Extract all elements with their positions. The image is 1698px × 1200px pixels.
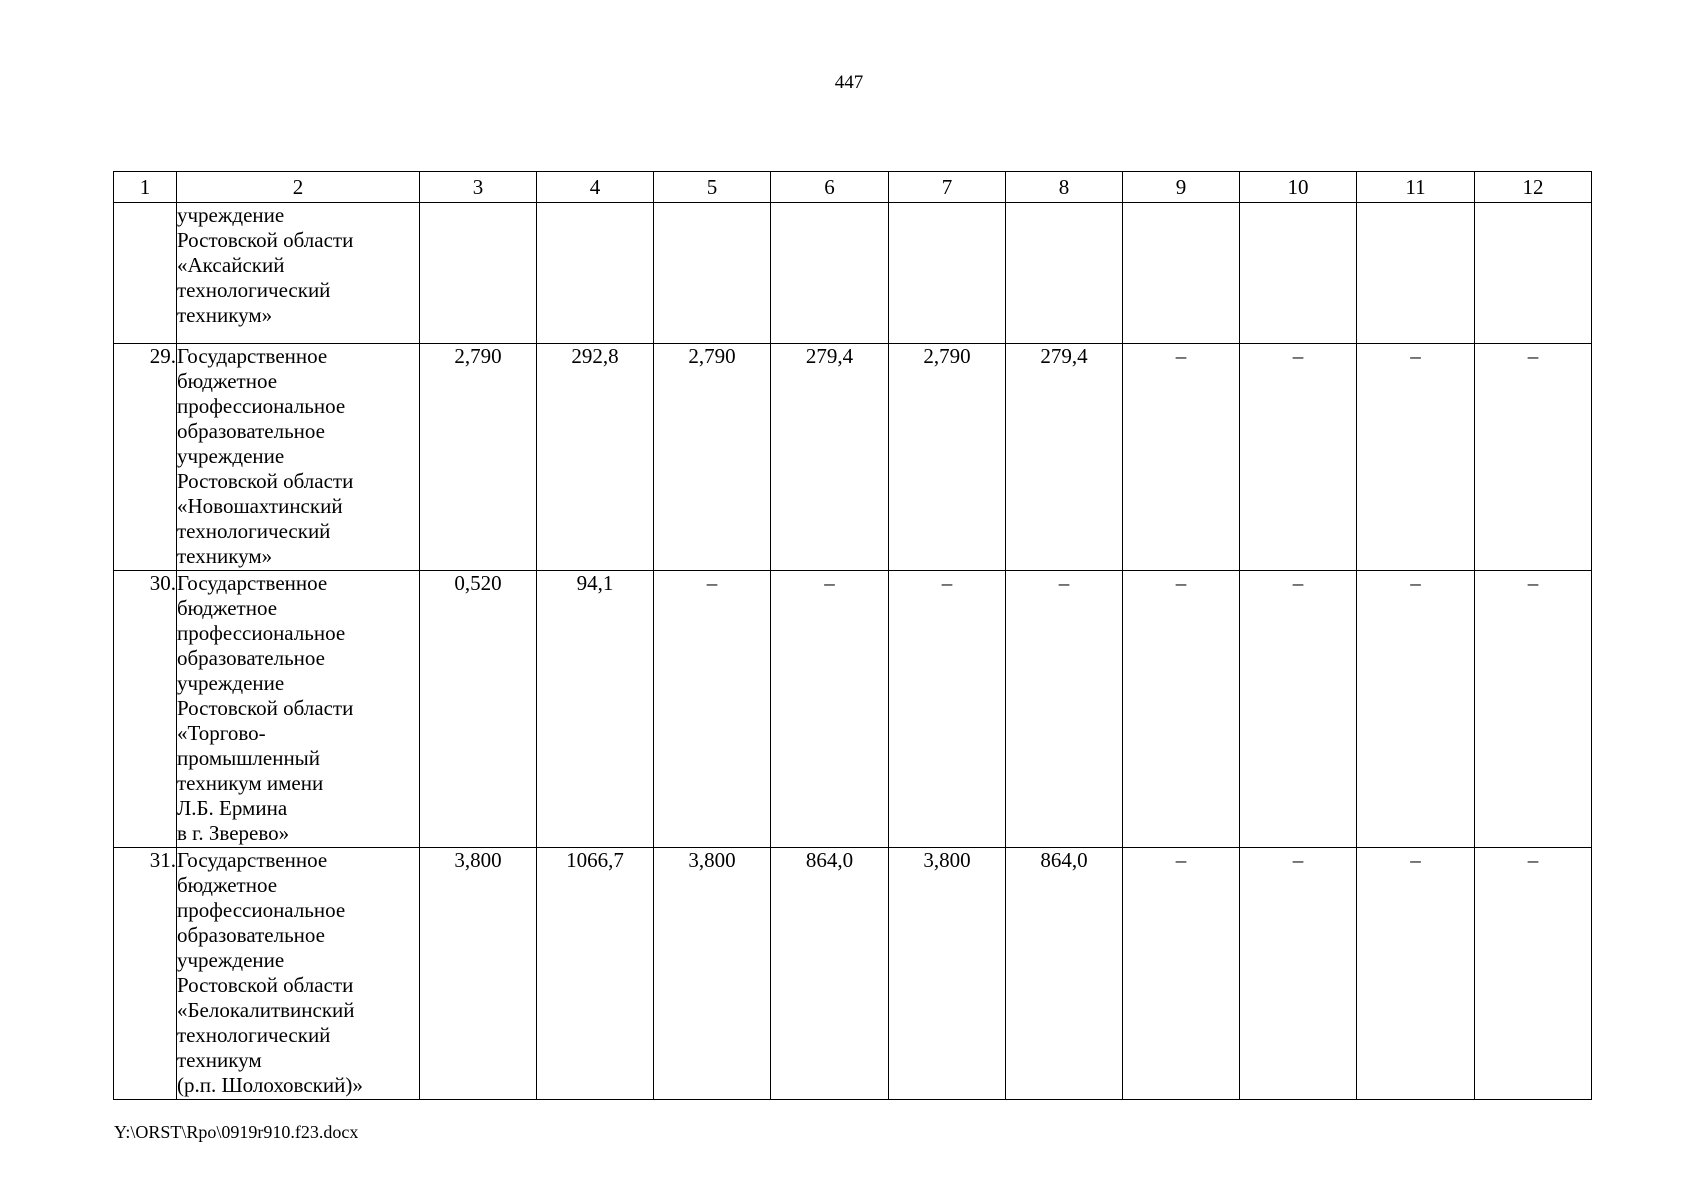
- table-cell: –: [889, 571, 1006, 848]
- table-cell: [1006, 203, 1123, 344]
- column-header: 4: [537, 172, 654, 203]
- table-row: [114, 203, 1592, 344]
- table-row: [114, 344, 1592, 571]
- table-cell: [771, 203, 889, 344]
- institution-name-text: Государственное бюджетное профессиональное образовательное учреждение Ростовской области «Белокалитвинский технологический техникум (р.п. Шолоховский)»: [177, 848, 363, 1097]
- table-cell: [1240, 203, 1357, 344]
- institution-name: [177, 848, 420, 1100]
- table-cell: 864,0: [1006, 848, 1123, 1100]
- table-cell: –: [1475, 571, 1592, 848]
- table-cell: [1123, 203, 1240, 344]
- table-cell: [654, 203, 771, 344]
- column-header: 3: [420, 172, 537, 203]
- table-cell: 94,1: [537, 571, 654, 848]
- institution-name-text: учреждение Ростовской области «Аксайский технологический техникум»: [177, 203, 354, 327]
- table-cell: 864,0: [771, 848, 889, 1100]
- row-number: 29.: [114, 344, 177, 571]
- table-cell: 3,800: [889, 848, 1006, 1100]
- table-header-row: [114, 172, 1592, 203]
- column-header: 2: [177, 172, 420, 203]
- column-header: 7: [889, 172, 1006, 203]
- table-cell: [420, 203, 537, 344]
- row-number: [114, 203, 177, 344]
- column-header: 9: [1123, 172, 1240, 203]
- table-cell: 292,8: [537, 344, 654, 571]
- table-cell: –: [771, 571, 889, 848]
- institution-name: [177, 571, 420, 848]
- table-cell: 2,790: [889, 344, 1006, 571]
- table-cell: 2,790: [420, 344, 537, 571]
- page-number: 447: [834, 72, 864, 93]
- file-path-footer: Y:\ORST\Rpo\0919r910.f23.docx: [114, 1122, 359, 1142]
- table-cell: –: [654, 571, 771, 848]
- institution-name: [177, 344, 420, 571]
- row-number: 31.: [114, 848, 177, 1100]
- table-cell: –: [1357, 571, 1475, 848]
- table-cell: –: [1357, 344, 1475, 571]
- column-header: 5: [654, 172, 771, 203]
- table-cell: –: [1240, 848, 1357, 1100]
- table-cell: –: [1123, 344, 1240, 571]
- table-cell: [1357, 203, 1475, 344]
- table-cell: [1475, 203, 1592, 344]
- table-cell: –: [1357, 848, 1475, 1100]
- table-cell: –: [1006, 571, 1123, 848]
- table-cell: 279,4: [1006, 344, 1123, 571]
- table-cell: 3,800: [654, 848, 771, 1100]
- column-header: 1: [114, 172, 177, 203]
- row-number: 30.: [114, 571, 177, 848]
- table-cell: –: [1475, 344, 1592, 571]
- column-header: 6: [771, 172, 889, 203]
- institution-name: [177, 203, 420, 344]
- institution-name-text: Государственное бюджетное профессиональное образовательное учреждение Ростовской области «Торгово- промышленный техникум имени Л.Б. Ермина в г. Зверево»: [177, 571, 354, 845]
- table-row: [114, 848, 1592, 1100]
- column-header: 11: [1357, 172, 1475, 203]
- table-cell: 279,4: [771, 344, 889, 571]
- table-cell: 3,800: [420, 848, 537, 1100]
- table-cell: 2,790: [654, 344, 771, 571]
- table-cell: 0,520: [420, 571, 537, 848]
- table-cell: –: [1240, 344, 1357, 571]
- table-cell: [537, 203, 654, 344]
- data-table: [113, 171, 1592, 1100]
- table-cell: [889, 203, 1006, 344]
- table-cell: –: [1475, 848, 1592, 1100]
- table-cell: –: [1123, 571, 1240, 848]
- table-row: [114, 571, 1592, 848]
- institution-name-text: Государственное бюджетное профессиональное образовательное учреждение Ростовской области «Новошахтинский технологический техникум»: [177, 344, 354, 568]
- table-cell: 1066,7: [537, 848, 654, 1100]
- table-cell: –: [1240, 571, 1357, 848]
- column-header: 12: [1475, 172, 1592, 203]
- column-header: 8: [1006, 172, 1123, 203]
- table-cell: –: [1123, 848, 1240, 1100]
- column-header: 10: [1240, 172, 1357, 203]
